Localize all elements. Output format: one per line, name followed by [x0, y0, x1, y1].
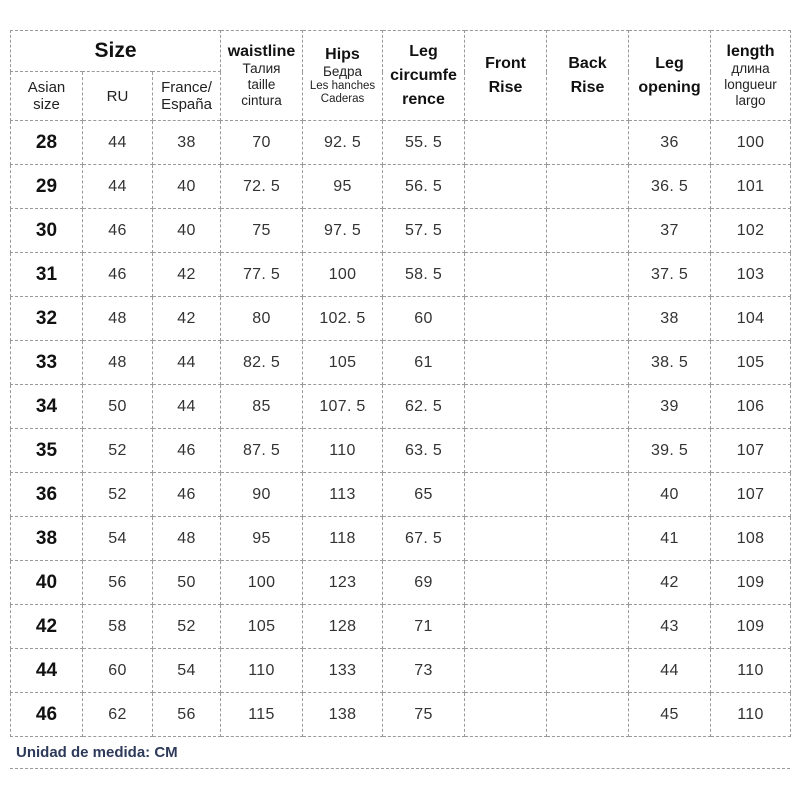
table-row: [11, 341, 791, 385]
hips-label: Hips: [325, 46, 360, 63]
front-rise-cell: [465, 297, 547, 341]
waistline-cell: 95: [221, 517, 303, 561]
ru-cell: 46: [83, 253, 153, 297]
asian-size-cell: 46: [11, 693, 83, 737]
back-rise-cell: [547, 605, 629, 649]
table-row: [11, 429, 791, 473]
ru-header: [83, 72, 153, 121]
back-rise-cell: [547, 429, 629, 473]
ru-cell: 48: [83, 297, 153, 341]
front-rise-cell: [465, 121, 547, 165]
ru-label: RU: [106, 87, 129, 105]
ru-cell: 46: [83, 209, 153, 253]
asian-size-cell: 33: [11, 341, 83, 385]
front-rise-cell: [465, 473, 547, 517]
hips-ru-label: Бедра: [323, 64, 362, 79]
length-cell: 101: [711, 165, 791, 209]
france-espana-header: [153, 72, 221, 121]
ru-cell: 60: [83, 649, 153, 693]
leg-circumference-cell: 65: [383, 473, 465, 517]
front-rise-cell: [465, 165, 547, 209]
leg-opening-cell: 44: [629, 649, 711, 693]
table-row: [11, 649, 791, 693]
length-cell: 108: [711, 517, 791, 561]
table-row: [11, 121, 791, 165]
waistline-cell: 82. 5: [221, 341, 303, 385]
leg-opening-cell: 36: [629, 121, 711, 165]
leg-circumference-cell: 62. 5: [383, 385, 465, 429]
leg-opening-label-2: opening: [638, 78, 701, 96]
waistline-cell: 110: [221, 649, 303, 693]
leg-circumference-cell: 67. 5: [383, 517, 465, 561]
ru-cell: 52: [83, 473, 153, 517]
hips-cell: 97. 5: [303, 209, 383, 253]
back-rise-header: [547, 31, 629, 121]
waistline-cell: 80: [221, 297, 303, 341]
ru-cell: 44: [83, 165, 153, 209]
leg-circumference-cell: 73: [383, 649, 465, 693]
france-cell: 48: [153, 517, 221, 561]
leg-opening-label-1: Leg: [655, 54, 684, 72]
back-rise-cell: [547, 253, 629, 297]
length-cell: 107: [711, 473, 791, 517]
leg-circumference-cell: 71: [383, 605, 465, 649]
hips-cell: 110: [303, 429, 383, 473]
france-cell: 56: [153, 693, 221, 737]
waistline-fr-label: taille: [247, 77, 276, 92]
leg-opening-cell: 36. 5: [629, 165, 711, 209]
france-cell: 50: [153, 561, 221, 605]
length-cell: 103: [711, 253, 791, 297]
leg-opening-cell: 45: [629, 693, 711, 737]
hips-cell: 95: [303, 165, 383, 209]
hips-es-label: Caderas: [320, 93, 365, 105]
unit-note: Unidad de medida: CM: [16, 744, 178, 761]
size-header: [11, 31, 221, 72]
hips-cell: 100: [303, 253, 383, 297]
waistline-es-label: cintura: [241, 93, 282, 108]
hips-fr-label: Les hanches: [309, 80, 376, 92]
back-rise-cell: [547, 385, 629, 429]
back-rise-cell: [547, 517, 629, 561]
table-row: [11, 605, 791, 649]
leg-circumference-label-3: rence: [402, 90, 445, 108]
hips-cell: 107. 5: [303, 385, 383, 429]
back-rise-cell: [547, 649, 629, 693]
leg-circumference-cell: 60: [383, 297, 465, 341]
front-rise-cell: [465, 341, 547, 385]
asian-size-cell: 28: [11, 121, 83, 165]
length-cell: 104: [711, 297, 791, 341]
front-rise-cell: [465, 517, 547, 561]
leg-opening-cell: 39. 5: [629, 429, 711, 473]
length-cell: 106: [711, 385, 791, 429]
waistline-cell: 75: [221, 209, 303, 253]
table-row: [11, 473, 791, 517]
leg-circumference-cell: 63. 5: [383, 429, 465, 473]
waistline-cell: 72. 5: [221, 165, 303, 209]
waistline-cell: 85: [221, 385, 303, 429]
back-rise-cell: [547, 121, 629, 165]
front-rise-cell: [465, 429, 547, 473]
hips-cell: 123: [303, 561, 383, 605]
back-rise-cell: [547, 693, 629, 737]
ru-cell: 56: [83, 561, 153, 605]
table-row: [11, 517, 791, 561]
table-row: [11, 209, 791, 253]
length-fr-label: longueur: [724, 77, 777, 92]
length-cell: 102: [711, 209, 791, 253]
ru-cell: 62: [83, 693, 153, 737]
leg-opening-cell: 42: [629, 561, 711, 605]
table-row: [11, 297, 791, 341]
table-row: [11, 693, 791, 737]
waistline-cell: 77. 5: [221, 253, 303, 297]
front-rise-label-1: Front: [485, 54, 526, 72]
leg-circumference-label-2: circumfe: [390, 66, 457, 84]
ru-cell: 52: [83, 429, 153, 473]
asian-size-cell: 38: [11, 517, 83, 561]
leg-opening-cell: 40: [629, 473, 711, 517]
france-cell: 42: [153, 297, 221, 341]
leg-opening-header: [629, 31, 711, 121]
back-rise-cell: [547, 165, 629, 209]
france-cell: 46: [153, 473, 221, 517]
leg-opening-cell: 41: [629, 517, 711, 561]
asian-size-cell: 29: [11, 165, 83, 209]
hips-cell: 105: [303, 341, 383, 385]
asian-size-cell: 30: [11, 209, 83, 253]
france-cell: 54: [153, 649, 221, 693]
france-cell: 38: [153, 121, 221, 165]
leg-opening-cell: 37: [629, 209, 711, 253]
size-table: [10, 30, 791, 737]
waistline-cell: 90: [221, 473, 303, 517]
waistline-cell: 100: [221, 561, 303, 605]
asian-size-cell: 36: [11, 473, 83, 517]
length-label: length: [726, 43, 775, 60]
ru-cell: 44: [83, 121, 153, 165]
leg-circumference-cell: 57. 5: [383, 209, 465, 253]
waistline-label: waistline: [227, 43, 296, 60]
france-cell: 40: [153, 165, 221, 209]
front-rise-cell: [465, 605, 547, 649]
france-cell: 52: [153, 605, 221, 649]
leg-circumference-cell: 58. 5: [383, 253, 465, 297]
leg-opening-cell: 38: [629, 297, 711, 341]
back-rise-label-1: Back: [568, 54, 607, 72]
back-rise-cell: [547, 297, 629, 341]
hips-cell: 133: [303, 649, 383, 693]
leg-circumference-cell: 61: [383, 341, 465, 385]
asian-size-cell: 32: [11, 297, 83, 341]
hips-cell: 118: [303, 517, 383, 561]
leg-opening-cell: 38. 5: [629, 341, 711, 385]
leg-circumference-header: [383, 31, 465, 121]
asian-size-header: [11, 72, 83, 121]
length-header: [711, 31, 791, 121]
hips-cell: 102. 5: [303, 297, 383, 341]
asian-size-label: Asian size: [27, 79, 66, 113]
back-rise-cell: [547, 561, 629, 605]
leg-circumference-cell: 69: [383, 561, 465, 605]
front-rise-cell: [465, 253, 547, 297]
leg-circumference-label-1: Leg: [409, 42, 438, 60]
waistline-cell: 115: [221, 693, 303, 737]
ru-cell: 58: [83, 605, 153, 649]
waistline-header: [221, 31, 303, 121]
length-es-label: largo: [735, 93, 766, 108]
asian-size-cell: 40: [11, 561, 83, 605]
back-rise-label-2: Rise: [570, 78, 605, 96]
hips-cell: 138: [303, 693, 383, 737]
hips-cell: 92. 5: [303, 121, 383, 165]
asian-size-cell: 31: [11, 253, 83, 297]
france-cell: 46: [153, 429, 221, 473]
ru-cell: 48: [83, 341, 153, 385]
front-rise-cell: [465, 561, 547, 605]
hips-cell: 128: [303, 605, 383, 649]
length-cell: 109: [711, 561, 791, 605]
waistline-ru-label: Талия: [242, 61, 281, 76]
waistline-cell: 105: [221, 605, 303, 649]
front-rise-header: [465, 31, 547, 121]
front-rise-cell: [465, 649, 547, 693]
footer: [10, 744, 790, 769]
leg-circumference-cell: 75: [383, 693, 465, 737]
length-cell: 107: [711, 429, 791, 473]
length-cell: 110: [711, 693, 791, 737]
back-rise-cell: [547, 209, 629, 253]
front-rise-cell: [465, 385, 547, 429]
back-rise-cell: [547, 341, 629, 385]
table-row: [11, 253, 791, 297]
front-rise-cell: [465, 693, 547, 737]
asian-size-cell: 35: [11, 429, 83, 473]
france-cell: 44: [153, 385, 221, 429]
table-row: [11, 561, 791, 605]
france-espana-label: France/ España: [161, 79, 212, 113]
asian-size-cell: 34: [11, 385, 83, 429]
size-header-label: Size: [94, 39, 137, 62]
hips-cell: 113: [303, 473, 383, 517]
ru-cell: 50: [83, 385, 153, 429]
table-row: [11, 165, 791, 209]
leg-opening-cell: 39: [629, 385, 711, 429]
table-row: [11, 385, 791, 429]
length-ru-label: длина: [731, 61, 770, 76]
length-cell: 109: [711, 605, 791, 649]
hips-header: [303, 31, 383, 121]
length-cell: 100: [711, 121, 791, 165]
back-rise-cell: [547, 473, 629, 517]
waistline-cell: 70: [221, 121, 303, 165]
leg-opening-cell: 37. 5: [629, 253, 711, 297]
ru-cell: 54: [83, 517, 153, 561]
leg-circumference-cell: 55. 5: [383, 121, 465, 165]
size-chart: [10, 30, 790, 737]
france-cell: 42: [153, 253, 221, 297]
length-cell: 110: [711, 649, 791, 693]
asian-size-cell: 44: [11, 649, 83, 693]
front-rise-label-2: Rise: [488, 78, 523, 96]
waistline-cell: 87. 5: [221, 429, 303, 473]
france-cell: 40: [153, 209, 221, 253]
front-rise-cell: [465, 209, 547, 253]
asian-size-cell: 42: [11, 605, 83, 649]
length-cell: 105: [711, 341, 791, 385]
france-cell: 44: [153, 341, 221, 385]
leg-circumference-cell: 56. 5: [383, 165, 465, 209]
leg-opening-cell: 43: [629, 605, 711, 649]
